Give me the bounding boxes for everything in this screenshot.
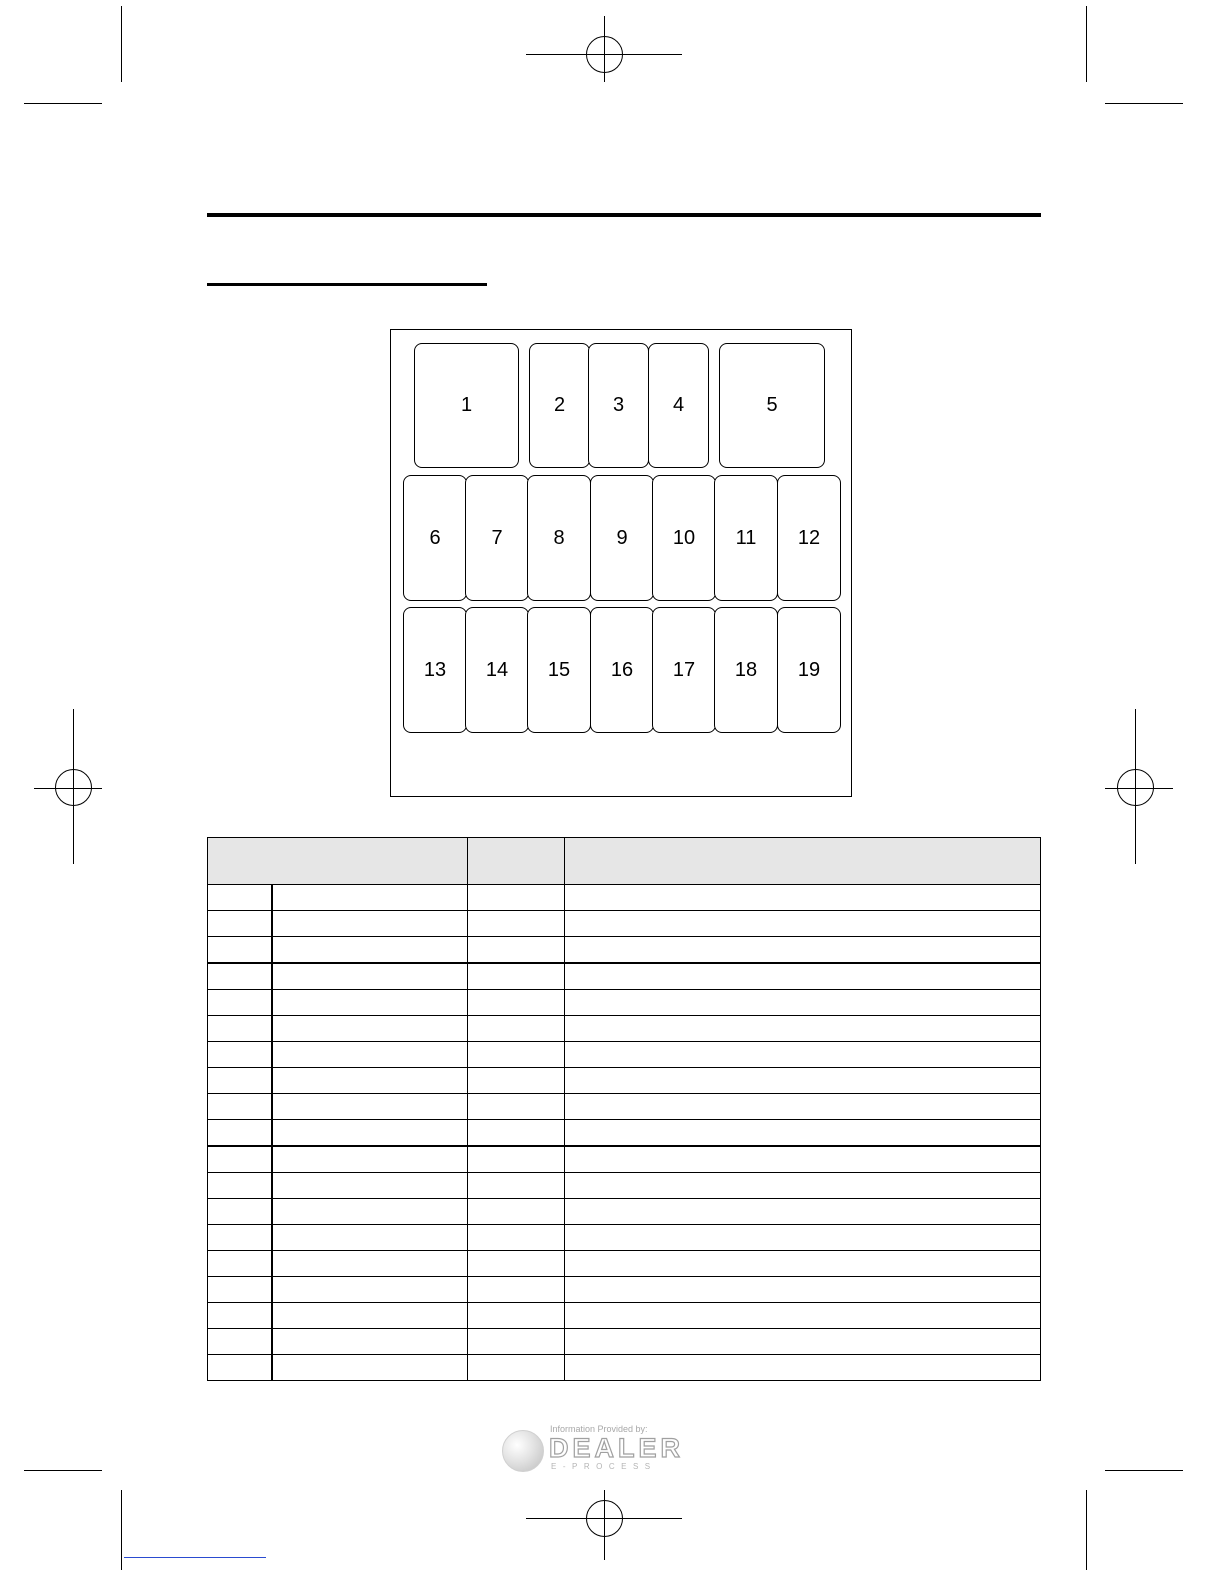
table-cell [468, 1016, 565, 1042]
fuse-slot: 3 [588, 343, 649, 468]
table-cell [468, 1120, 565, 1147]
table-cell [565, 1042, 1041, 1068]
table-row [208, 1120, 1041, 1147]
table-cell [565, 1146, 1041, 1173]
watermark-caption: Information Provided by: [550, 1424, 648, 1434]
table-row [208, 911, 1041, 937]
table-cell [565, 1303, 1041, 1329]
table-cell [208, 1303, 272, 1329]
fuse-slot: 10 [652, 475, 716, 601]
table-cell [565, 1094, 1041, 1120]
table-row [208, 1016, 1041, 1042]
watermark-subtitle: E-PROCESS [551, 1462, 657, 1471]
table-cell [565, 1120, 1041, 1147]
table-cell [468, 1146, 565, 1173]
table-cell [468, 1068, 565, 1094]
table-cell [468, 1199, 565, 1225]
watermark-brand: DEALER [549, 1433, 685, 1463]
table-cell [208, 990, 272, 1016]
fuse-slot: 4 [648, 343, 709, 468]
table-cell [565, 1068, 1041, 1094]
table-cell [208, 1068, 272, 1094]
table-cell [272, 1146, 468, 1173]
table-cell [208, 1042, 272, 1068]
table-row [208, 963, 1041, 990]
table-cell [272, 1303, 468, 1329]
table-cell [208, 1016, 272, 1042]
fuse-slot: 5 [719, 343, 825, 468]
registration-mark-circle [1117, 769, 1154, 806]
fuse-slot: 19 [777, 607, 841, 733]
table-header-row [208, 838, 1041, 885]
table-cell [565, 1173, 1041, 1199]
registration-mark-circle [586, 1500, 623, 1537]
globe-logo-icon [502, 1430, 544, 1472]
table-cell [208, 1355, 272, 1381]
registration-mark-circle [55, 769, 92, 806]
table-row [208, 1199, 1041, 1225]
table-header-cell [468, 838, 565, 885]
table-row [208, 990, 1041, 1016]
table-cell [272, 1120, 468, 1147]
table-header-cell [565, 838, 1041, 885]
table-cell [208, 963, 272, 990]
section-title-underline [207, 283, 487, 286]
fuse-slot: 18 [714, 607, 778, 733]
table-row [208, 1068, 1041, 1094]
table-cell [208, 1120, 272, 1147]
table-cell [565, 1016, 1041, 1042]
fuse-slot: 16 [590, 607, 654, 733]
fuse-slot: 9 [590, 475, 654, 601]
crop-mark [24, 1470, 102, 1471]
fuse-slot: 11 [714, 475, 778, 601]
fuse-slot: 12 [777, 475, 841, 601]
table-cell [468, 1355, 565, 1381]
table-cell [468, 885, 565, 911]
crop-mark [1105, 1470, 1183, 1471]
table-header-cell [208, 838, 468, 885]
table-cell [565, 911, 1041, 937]
table-cell [272, 1277, 468, 1303]
table-cell [272, 1173, 468, 1199]
header-rule [207, 213, 1041, 217]
fuse-slot: 8 [527, 475, 591, 601]
table-cell [565, 1355, 1041, 1381]
table-cell [272, 963, 468, 990]
table-cell [272, 1199, 468, 1225]
fuse-slot: 1 [414, 343, 519, 468]
table-cell [272, 885, 468, 911]
table-cell [208, 1199, 272, 1225]
table-row [208, 1094, 1041, 1120]
table-cell [565, 885, 1041, 911]
table-cell [468, 1303, 565, 1329]
table-row [208, 1329, 1041, 1355]
table-cell [468, 963, 565, 990]
crop-mark [24, 103, 102, 104]
table-cell [565, 1199, 1041, 1225]
table-cell [565, 1225, 1041, 1251]
table-cell [208, 1094, 272, 1120]
fuse-slot: 14 [465, 607, 529, 733]
table-cell [468, 937, 565, 964]
crop-mark [121, 1490, 122, 1570]
table-cell [208, 911, 272, 937]
table-cell [208, 1251, 272, 1277]
table-cell [468, 1042, 565, 1068]
table-cell [272, 1225, 468, 1251]
table-cell [468, 1173, 565, 1199]
table-cell [565, 1277, 1041, 1303]
fuse-table [207, 837, 1041, 1381]
table-cell [272, 1251, 468, 1277]
table-cell [565, 1329, 1041, 1355]
table-row [208, 1277, 1041, 1303]
crop-mark [1105, 103, 1183, 104]
table-cell [565, 990, 1041, 1016]
table-row [208, 1173, 1041, 1199]
table-cell [565, 1251, 1041, 1277]
table-row [208, 1146, 1041, 1173]
crop-mark [1086, 6, 1087, 82]
table-cell [468, 1094, 565, 1120]
table-cell [272, 1329, 468, 1355]
table-cell [272, 911, 468, 937]
table-cell [468, 990, 565, 1016]
dealer-eprocess-watermark [500, 1422, 700, 1478]
table-cell [468, 1225, 565, 1251]
table-cell [208, 1329, 272, 1355]
page-link-underline [124, 1557, 266, 1558]
table-cell [272, 1042, 468, 1068]
fuse-slot: 6 [403, 475, 467, 601]
table-cell [208, 1277, 272, 1303]
registration-mark-circle [586, 36, 623, 73]
table-cell [208, 937, 272, 964]
table-row [208, 937, 1041, 964]
table-cell [565, 937, 1041, 964]
table-cell [272, 1068, 468, 1094]
crop-mark [1086, 1490, 1087, 1570]
fuse-slot: 13 [403, 607, 467, 733]
fuse-slot: 7 [465, 475, 529, 601]
table-cell [272, 1016, 468, 1042]
table-cell [272, 937, 468, 964]
table-row [208, 1042, 1041, 1068]
table-cell [272, 1355, 468, 1381]
fuse-slot: 17 [652, 607, 716, 733]
table-cell [468, 911, 565, 937]
table-row [208, 1355, 1041, 1381]
fuse-slot: 2 [529, 343, 590, 468]
table-row [208, 885, 1041, 911]
crop-mark [121, 6, 122, 82]
table-cell [208, 1225, 272, 1251]
table-row [208, 1225, 1041, 1251]
table-cell [208, 1146, 272, 1173]
table-cell [565, 963, 1041, 990]
table-cell [468, 1251, 565, 1277]
fuse-slot: 15 [527, 607, 591, 733]
table-cell [272, 1094, 468, 1120]
table-cell [468, 1277, 565, 1303]
table-cell [272, 990, 468, 1016]
table-row [208, 1303, 1041, 1329]
table-cell [208, 1173, 272, 1199]
fuse-panel-diagram [390, 329, 852, 797]
table-row [208, 1251, 1041, 1277]
table-cell [208, 885, 272, 911]
table-cell [468, 1329, 565, 1355]
